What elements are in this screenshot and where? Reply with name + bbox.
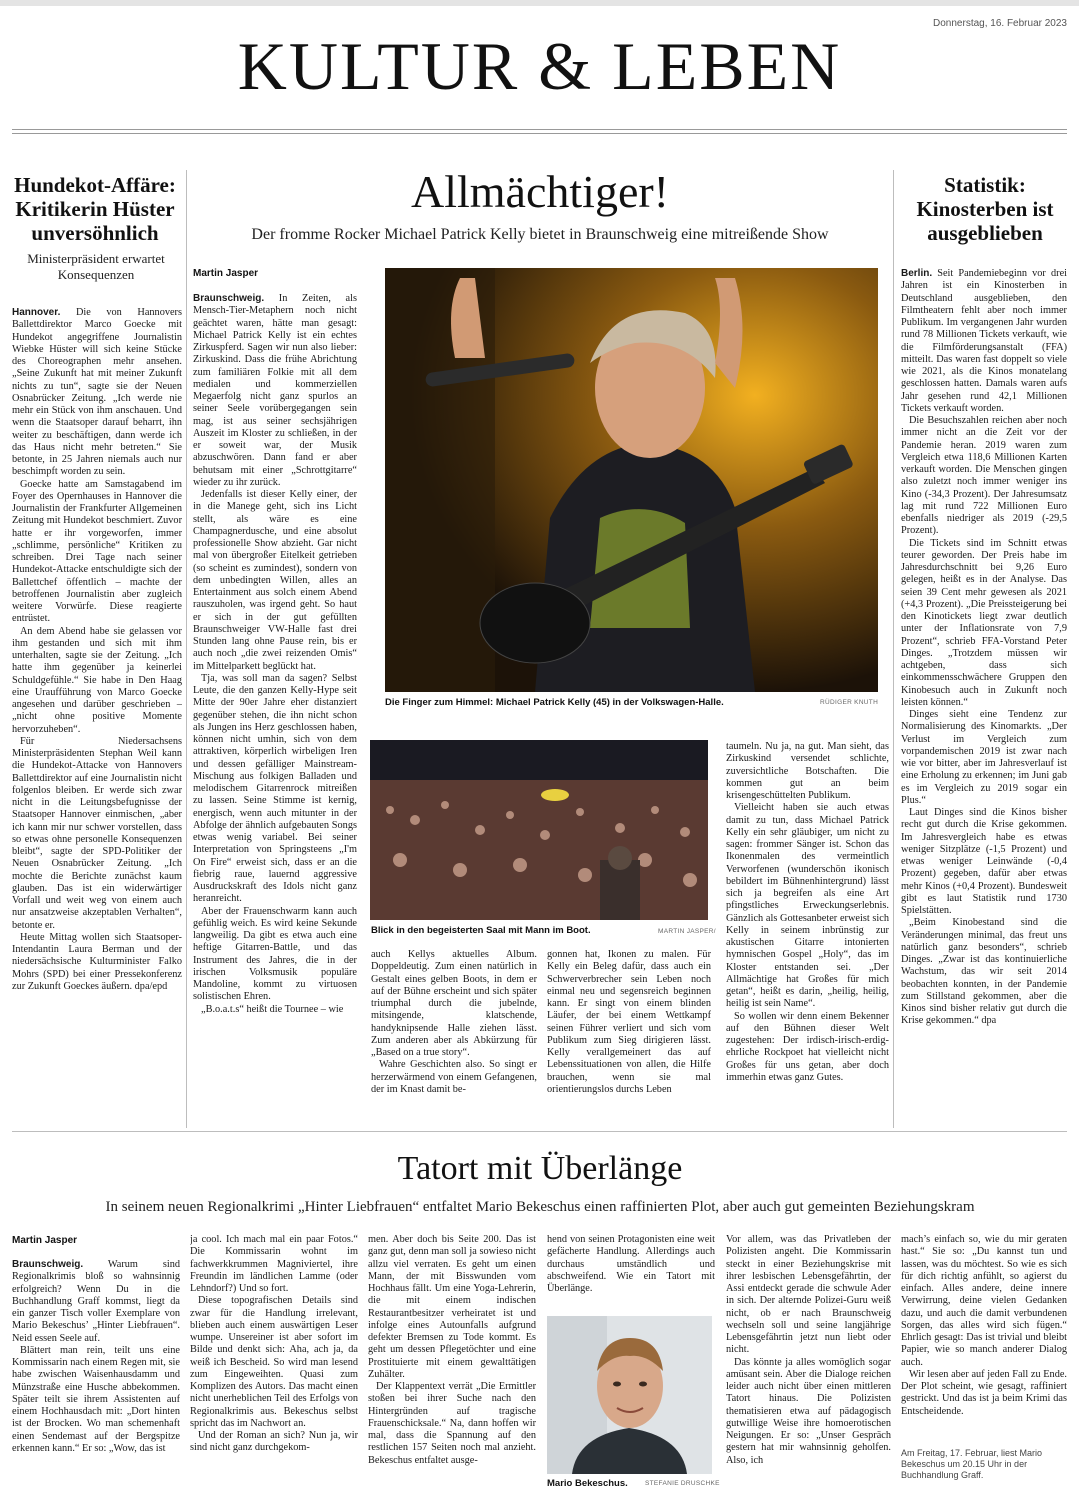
tatort-author: Martin Jasper xyxy=(12,1235,78,1246)
tatort-subhead: In seinem neuen Regionalkrimi „Hinter Liebfrauen“ entfaltet Mario Bekeschus einen raffinierten Plot, aber auch gut gemeinten Beziehungskram xyxy=(105,1199,975,1215)
left-article-subhead: Ministerpräsident erwartet Konsequenzen xyxy=(27,251,165,282)
main-article-col-3: gonnen hat, Ikonen zu malen. Für Kelly ein Beleg dafür, dass auch ein Schwerverbrecher sein Leben noch einmal neu und segensreich beginnen kann. Er singt von einem blinden Läufer, der bei einem Wettkampf seinen Führer verliert und sich vom Publikum zum Sieg dirigieren lässt. Kelly verallgemeinert das auf Lebenssituationen von allen, die Hilfe brauchen, wenn sie mal orientierungslos durchs Leben xyxy=(547,949,711,1095)
left-paragraph-1: Hannover. Die von Hannovers Ballettdirektor Marco Goecke mit Hundekot angegriffene Journalistin Wiebke Hüster will sich keine Stücke des Choreographen mehr ansehen. „Seine Zukunft hat mit meiner Zukunft nichts zu tun“, sagte sie der Neuen Osnabrücker Zeitung. „Ich werde nie mehr ein Stück von ihm anschauen. Und wenn die Staatsoper darauf beharrt, ihn weiter zu beschäftigen, dann werde ich das Haus nicht mehr betreten.“ Sie betonte, in 25 Jahren niemals auch nur beschimpft worden zu sein. xyxy=(12,307,182,478)
right-article-headline: Statistik: Kinosterben ist ausgeblieben xyxy=(916,173,1054,246)
photo-author-credit: STEFANIE DRUSCHKE xyxy=(645,1480,720,1487)
tatort-headline: Tatort mit Überlänge xyxy=(397,1150,683,1187)
column-divider xyxy=(186,170,187,1128)
tatort-footnote: Am Freitag, 17. Februar, liest Mario Bekeschus um 20.15 Uhr in der Buchhandlung Graff. xyxy=(901,1448,1043,1480)
photo-singer xyxy=(385,268,878,692)
photo-singer-caption: Die Finger zum Himmel: Michael Patrick Kelly (45) in der Volkswagen-Halle. xyxy=(385,697,724,708)
photo-crowd-caption: Blick in den begeisterten Saal mit Mann im Boot. xyxy=(371,925,591,936)
photo-crowd-credit: MARTIN JASPER/ xyxy=(658,928,716,935)
left-paragraph-4: Für Niedersachsens Ministerpräsidenten Stephan Weil kann die Hundekot-Attacke von Hannovers Ballettdirektor auf eine Journalistin nicht folgenlos bleiben. Er werde sich zwar nicht in die Leitungsbefugnisse der Staatsoper Hannover einmischen, „aber ich kann mir nur schwer vorstellen, dass so etwas ohne personelle Konsequenzen bleibt“, sagte der SPD-Politiker der Neuen Osnabrücker Zeitung. „Ich mochte die Berichte zunächst kaum glauben. Das ist ein widerwärtiger Vorfall und weit weg von einem auch nur ansatzweise akzeptablen Verhalten“, betonte er. xyxy=(12,735,182,931)
tatort-col-6: mach’s einfach so, wie du mir geraten hast.“ Sie so: „Du kannst tun und lassen, was du möchtest. So wie es sich für dich richtig anfühlt, so agierst du einfach. Alles andere, deine innere Verwirrung, deine vielen Gedanken dazu, und auch die damit verbundenen Sorgen, das alles wird sich fügen.“ Ehrlich gesagt: Das ist trivial und bleibt Papier, wie so manch anderer Dialog auch. Wir lesen aber auf jeden Fall zu Ende. Der Plot scheint, wie gesagt, raffiniert gestrickt. Und das ist ja beim Krimi das Entscheidende. xyxy=(901,1234,1067,1417)
masthead-rule xyxy=(12,129,1067,130)
left-article-body xyxy=(12,307,182,1100)
main-article-subhead: Der fromme Rocker Michael Patrick Kelly bietet in Braunschweig eine mitreißende Show xyxy=(251,226,829,243)
dateline: Berlin. xyxy=(901,268,933,279)
section-title: KULTUR & LEBEN xyxy=(237,28,842,104)
main-article-author: Martin Jasper xyxy=(193,268,259,279)
left-paragraph-2: Goecke hatte am Samstagabend im Foyer des Opernhauses in Hannover die Journalistin der Frankfurter Allgemeinen Zeitung mit Hundekot beschmiert. Zuvor hatte er ihr vorgeworfen, immer „schlimme, persönliche“ Kritiken zu schreiben. Drei Tage nach seiner Hundekot-Attacke entschuldigte sich der Ballettchef öffentlich – machte der betroffenen Journalistin aber zugleich weitere Vorwürfe. Diese reagierte entrüstet. xyxy=(12,478,182,625)
tatort-col-1: Braunschweig. Warum sind Regionalkrimis bloß so wahnsinnig erfolgreich? Wenn Du in die Buchhandlung Graff kommst, liegt da ein ganzer Tisch voller Exemplare von Mario Bekeschus’ „Hinter Liebfrauen“. Neid essen Seele auf. Blättert man rein, teilt uns eine Kommissarin nach einem Regen mit, sie habe zwischen Waisenhausdamm und Münzstraße eine Husche abbekommen. Später teilt sie ihrem Assistenten auf einem Hochhausdach mit: „Dort hinten ist der Brocken. Wo man schemenhaft einen Sendemast auf der Bergspitze erkennen kann.“ Er so: „Wow, das ist xyxy=(12,1259,180,1454)
photo-singer-credit: RÜDIGER KNUTH xyxy=(820,699,879,706)
dateline: Braunschweig. xyxy=(193,293,265,304)
masthead-rule-2 xyxy=(12,133,1067,134)
main-article-col-2: auch Kellys aktuelles Album. Doppeldeutig. Zum einen natürlich in Gestalt eines gelben Boots, in dem er auf der Bühne erscheint und sich später triumphal durch die jubelnde, mitsingende, klatschende, handyknipsende Halle ziehen lässt. Zum anderen aber als Abkürzung für „Based on a true story“. Wahre Geschichten also. So singt er herzerwärmend von einem Gefangenen, der im Knast damit be- xyxy=(371,949,537,1095)
left-paragraph-5: Heute Mittag wollen sich Staatsoper-Intendantin Laura Berman und der niedersächsische Kulturminister Falko Mohrs (SPD) bei einer Pressekonferenz zur Zukunft Goeckes äußern. dpa/epd xyxy=(12,931,182,992)
author-portrait xyxy=(547,1316,712,1474)
tatort-col-4: hend von seinen Protagonisten eine weit gefächerte Handlung. Allerdings auch durchaus umständlich und abschweifend. Wie ein Tatort mit Überlänge. xyxy=(547,1234,715,1294)
right-article-body: Berlin. Seit Pandemiebeginn vor drei Jahren ist ein Kinosterben in Deutschland ausgeblieben, den Filmtheatern fehlt aber noch immer Publikum. Im vergangenen Jahr wurden rund 78 Millionen Tickets verkauft, wie die Filmförderungsanstalt (FFA) mitteilt. Das waren fast doppelt so viele wie 2021, als die Kinos monatelang geschlossen hatten. Damals waren aufs Jahr gesehen rund 42,1 Millionen Tickets verkauft worden. Die Besuchszahlen reichen aber noch immer nicht an die Zeit vor der Pandemie heran. 2019 waren zum Vergleich etwa 118,6 Millionen Karten verkauft worden. Die Menschen gingen also zuletzt noch immer weniger ins Kino (-34,3 Prozent). Der Jahresumsatz lag mit rund 722 Millionen Euro ebenfalls niedriger als 2019 (-29,5 Prozent). Die Tickets sind im Schnitt etwas teurer geworden. Der Preis habe im Jahresdurchschnitt bei 9,26 Euro gelegen, heißt es in der Analyse. Das seien 39 Cent mehr gewesen als 2021 (+4,3 Prozent). „Die Preissteigerung bei den Kinotickets liegt zwar deutlich unter der Inflationsrate von 7,9 Prozent“, schrieb FFA-Vorstand Peter Dinges. „Trotzdem müssen wir achtgeben, dass sich einkommensschwächere Gruppen den Kinobesuch auch in Zukunft noch leisten können.“ Dinges sieht eine Tendenz zur Normalisierung des Kinomarkts. „Der Verlust im Vergleich zum vorpandemischen 2019 ist zwar nach wie vor bitter, aber im Jahresverlauf ist eine Erholung zu erkennen; im Juni gab es im Vergleich zu 2019 sogar ein Plus.“ Laut Dinges sind die Kinos bisher recht gut durch die Krise gekommen. Im Jahresvergleich habe es etwas weniger Sitzplätze (-1,5 Prozent) und etwas weniger Leinwände (-0,4 Prozent) gegeben, dafür aber etwas mehr Kinos (+0,4 Prozent). Bundesweit gibt es laut Statistik rund 1730 Spielstätten. „Beim Kinobestand sind die Veränderungen minimal, das freut uns natürlich ganz besonders“, schrieb Dinges. „Zwar ist das kontinuierliche Wachstum, das wir seit 2014 beobachten konnten, in der Pandemie zum Stillstand gekommen, aber die Kinos sind bisher relativ gut durch die Krise gekommen.“ dpa xyxy=(901,268,1067,1027)
dateline: Braunschweig. xyxy=(12,1259,84,1270)
crowd-illustration xyxy=(370,740,708,920)
tatort-col-2: ja cool. Ich mach mal ein paar Fotos.“ Die Kommissarin wohnt im fachwerkkrummen Magniviertel, ihre Freundin im ländlichen Lamme (oder Lehndorf?) Und so fort. Diese topografischen Details sind zwar für die Handlung irrelevant, blieben auch einem auswärtigen Leser wumpe. Unsereiner ist aber sofort im Bilde und denkt sich: Aha, ach ja, da weiß ich Bescheid. So wird man lesend zum Eingeweihten. Quasi zum Komplizen des Autors. Das macht einen nicht unerheblichen Teil des Erfolgs von Regionalkrimis aus. Bekeschus selbst spricht das im Nachwort an. Und der Roman an sich? Nun ja, wir sind nicht ganz durchgekom- xyxy=(190,1234,358,1454)
left-article-headline: Hundekot-Affäre: Kritikerin Hüster unversöhnlich xyxy=(14,173,176,246)
section-divider xyxy=(12,1131,1067,1132)
dateline: Hannover. xyxy=(12,307,61,318)
issue-date: Donnerstag, 16. Februar 2023 xyxy=(933,18,1067,29)
column-divider xyxy=(893,170,894,1128)
left-paragraph-3: An dem Abend habe sie gelassen vor ihm gestanden und sich mit ihm unterhalten, sagte sie der Zeitung. „Ich hatte ihm gegenüber ja keinerlei Schuldgefühle.“ Sie habe in Den Haag eine Uraufführung von Marco Goecke angesehen und darüber geschrieben – „nicht ohne positive Momente hervorzuheben“. xyxy=(12,625,182,735)
main-article-col-1: Braunschweig. In Zeiten, als Mensch-Tier-Metaphern noch nicht geächtet waren, hätte man gesagt: Michael Patrick Kelly ist ein echtes Zirkuspferd. Sagen wir nun also lieber: Zirkuskind. Dass die frühe Abrichtung zum familiären Folkie mit all dem medialen und kommerziellen Megaerfolg nicht ganz spurlos an seiner Seele vorübergegangen sein mag, ist aus seiner sechsjährigen Auszeit im Kloster zu schließen, in der er soweit war, der Musik abzuschwören. Dann fand er aber behutsam mit einer „Schrottgitarre“ wieder zu ihr zurück. Jedenfalls ist dieser Kelly einer, der in die Manege geht, sich ins Licht stellt, als wäre es eine Champagnerdusche, und eine absolut professionelle Show abzieht. Gar nicht mal von übergroßer Eitelkeit getrieben (so scheint es zumindest), sondern von dem unbedingten Willen, alles an Entertainment aus solch einem Abend rauszuholen, was irgend geht. So haut er sich in der gut gefüllten Braunschweiger VW-Halle fast drei Stunden lang ohne Pause rein, bis er auch noch „die zwei reizenden Omis“ im Mittelparkett beglückt hat. Tja, was soll man da sagen? Selbst Leute, die den ganzen Kelly-Hype seit Mitte der 90er Jahre eher distanziert gegenüber stehen, die ihn nicht schon als Jungen ins Herz geschlossen haben, können nicht umhin, sich von dem attraktiven, körperlich wirbeligen Iren und dessen gefälliger Mainstream-Mischung aus folkigen Balladen und melodischem Gitarrenrock mitreißen zu lassen. Seine Stimme ist kernig, energisch, wenn auch mitunter in der Abfolge der ähnlich aufgebauten Songs etwas wenig variabel. Bei seiner Interpretation von Springsteens „I'm On Fire“ erweist sich, dass er an die fiebrig raue, lauernd aggressive Ausdruckskraft des Idols nicht ganz heranreicht. Aber der Frauenschwarm kann auch gefühlig weich. Es wird keine Sekunde langweilig. Da gibt es etwa auch eine heftige Gitarren-Battle, und das Instrument des Jahres, die in der irischen Volksmusik populäre Mandoline, kommt zu virtuosen solistischen Ehren. „B.o.a.t.s“ heißt die Tournee – wie xyxy=(193,293,357,1015)
top-bar xyxy=(0,0,1079,6)
photo-crowd xyxy=(370,740,708,920)
main-article-headline: Allmächtiger! xyxy=(410,166,669,217)
tatort-col-3: men. Aber doch bis Seite 200. Das ist ganz gut, denn man soll ja sowieso nicht allzu viel verraten. Es geht um einen Mann, der mit Bisswunden vom Hochhaus fällt. Um eine Yoga-Lehrerin, die mit einem indischen Restaurantbesitzer verheiratet ist und infolge eines Autounfalls aufgrund defekter Bremsen zu Tode kommt. Es geht um dessen Pflegetöchter und eine Prostituierte mit einem gewalttätigen Zuhälter. Der Klappentext verrät „Die Ermittler stoßen bei ihrer Suche nach den Hintergründen auf tragische Frauenschicksale.“ Na, dann hoffen wir mal, dass die Spannung auf den restlichen 157 Seiten noch mal anzieht. Bekeschus entfaltet ausge- xyxy=(368,1234,536,1466)
main-article-col-4: taumeln. Nu ja, na gut. Man sieht, das Zirkuskind versendet schlichte, zuversichtliche Botschaften. Die kommen gut an beim krisengeschüttelten Publikum. Vielleicht haben sie auch etwas damit zu tun, dass Michael Patrick Kelly ein sehr gläubiger, um nicht zu sagen: frommer Sänger ist. Schon das Ikonenmalen des vermeintlich Verworfenen (wunderschön ikonisch bebildert im Bühnenhintergrund) lässt sich ja begreifen als eine Art pfingstliches Erweckungserlebnis. Gänzlich als Gottesanbeter erweist sich Kelly in seinem inbrünstig zur akustischen Gitarre intonierten hymnischen Gospel „Holy“, das im Kloster entstanden sei. „Der Allmächtige hat Großes für mich getan“, heißt es darin, „heilig, heilig, heilig ist sein Name“. So wollen wir denn einem Bekenner auf den Bühnen dieser Welt zugestehen: Der irdisch-irisch-erdig-ehrliche Rockpoet hat vielleicht nicht Großes für uns getan, aber doch immerhin etwas ganz Gutes. xyxy=(726,741,889,1083)
tatort-col-5: Vor allem, was das Privatleben der Polizisten angeht. Die Kommissarin steckt in einer Beziehungskrise mit ihrer lesbischen Lebensgefährtin, der Assi entdeckt gerade die schwule Ader in sich. Der alternde Polizei-Guru weiß nicht, ob er nach Braunschweig wechseln soll und seine langjährige Lebensgefährtin jetzt nun liebt oder nicht. Das könnte ja alles womöglich sogar amüsant sein. Aber die Dialoge reichen leider auch nicht über einen mittleren Tatort hinaus. Die Polizisten thematisieren etwa auf pädagogisch gutwillige Weise ihre homoerotischen Neigungen. Er so: „Unser Gespräch gestern hat mir wahnsinnig geholfen. Also, ich xyxy=(726,1234,891,1466)
photo-author-caption: Mario Bekeschus. xyxy=(547,1478,628,1489)
photo-author xyxy=(547,1316,712,1474)
singer-illustration xyxy=(385,268,878,692)
